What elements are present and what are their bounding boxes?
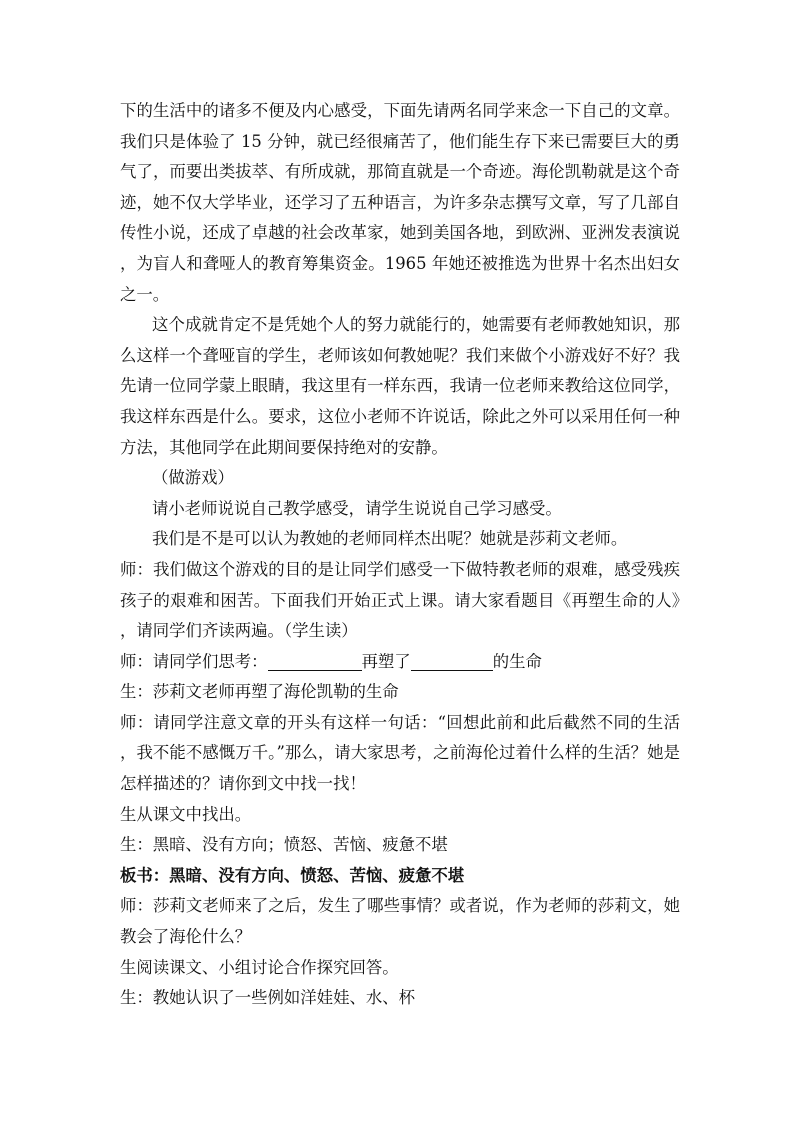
fill-blank-1	[268, 650, 362, 671]
paragraph-student-search: 生从课文中找出。	[120, 804, 252, 824]
paragraph-feedback: 请小老师说说自己教学感受，请学生说说自己学习感受。	[152, 498, 562, 518]
paragraph-group-discussion: 生阅读课文、小组讨论合作探究回答。	[120, 957, 399, 977]
paragraph-game-note: （做游戏）	[152, 468, 234, 488]
paragraph-student-answer-2: 生：黑暗、没有方向；愤怒、苦恼、疲惫不堪	[120, 835, 448, 855]
paragraph-fill-question	[120, 647, 680, 678]
paragraph-teacher-intro: 我们是不是可以认为教她的老师同样杰出呢？她就是莎莉文老师。	[152, 529, 628, 549]
paragraph-intro-continued: 下的生活中的诸多不便及内心感受，下面先请两名同学来念一下自己的文章。我们只是体验了 15 分钟，就已经很痛苦了，他们能生存下来已需要巨大的勇气了，而要出类拔萃、有所成就，那简直就是一个奇迹。海伦凯勒就是这个奇迹，她不仅大学毕业，还学习了五种语言，为许多杂志撰写文章，写了几部自传性小说，还成了卓越的社会改革家，她到美国各地，到欧洲、亚洲发表演说，为盲人和聋哑人的教育筹集资金。1965 年她还被推选为世界十名杰出妇女之一。	[120, 101, 680, 304]
paragraph-game-intro: 这个成就肯定不是凭她个人的努力就能行的，她需要有老师教她知识，那么这样一个聋哑盲的学生，老师该如何教她呢？我们来做个小游戏好不好？我先请一位同学蒙上眼睛，我这里有一样东西，我请一位老师来教给这位同学，我这样东西是什么。要求，这位小老师不许说话，除此之外可以采用任何一种方法，其他同学在此期间要保持绝对的安静。	[120, 315, 680, 457]
fill-blank-2	[411, 650, 493, 671]
paragraph-opening-quote: 师：请同学注意文章的开头有这样一句话：“回想此前和此后截然不同的生活，我不能不感慨万千。”那么，请大家思考，之前海伦过着什么样的生活？她是怎样描述的？请你到文中找一找！	[120, 712, 680, 794]
question-suffix: 的生命	[492, 651, 542, 671]
question-prefix: 师：请同学们思考：	[120, 651, 268, 671]
document-page	[120, 96, 680, 1014]
paragraph-lesson-start: 师：我们做这个游戏的目的是让同学们感受一下做特教老师的艰难，感受残疾孩子的艰难和困苦。下面我们开始正式上课。请大家看题目《再塑生命的人》，请同学们齐读两遍。（学生读）	[120, 559, 680, 641]
question-middle: 再塑了	[361, 651, 411, 671]
paragraph-student-answer-1: 生：莎莉文老师再塑了海伦凯勒的生命	[120, 682, 399, 702]
paragraph-teacher-question: 师：莎莉文老师来了之后，发生了哪些事情？或者说，作为老师的莎莉文，她教会了海伦什么？	[120, 896, 680, 947]
paragraph-student-answer-3: 生：教她认识了一些例如洋娃娃、水、杯	[120, 988, 416, 1008]
paragraph-blackboard-note: 板书：黑暗、没有方向、愤怒、苦恼、疲惫不堪	[120, 865, 465, 885]
